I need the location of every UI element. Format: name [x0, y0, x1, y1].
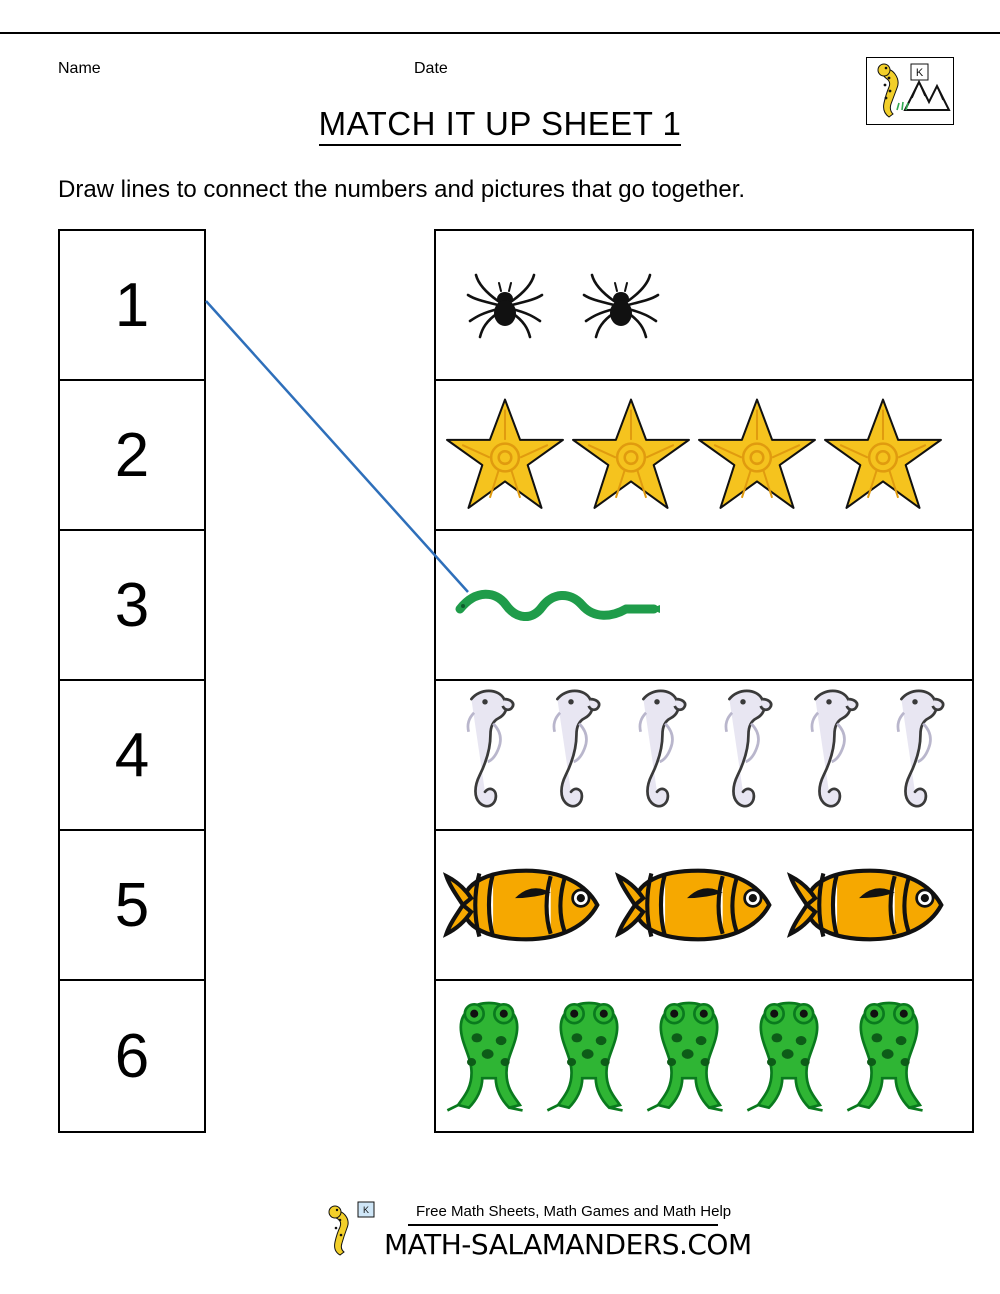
footer-tagline: Free Math Sheets, Math Games and Math Help — [416, 1203, 732, 1220]
clownfish-icon — [786, 857, 954, 953]
number-cell-2[interactable]: 2 — [60, 381, 204, 531]
frog-icon — [642, 992, 736, 1120]
footer-url[interactable]: MATH-SALAMANDERS.COM — [384, 1228, 752, 1261]
seahorse-icon — [872, 680, 958, 830]
starfish-icon — [820, 392, 946, 518]
number-cell-5[interactable]: 5 — [60, 831, 204, 981]
seahorse-icon — [700, 680, 786, 830]
clownfish-icon — [442, 857, 610, 953]
frog-icon — [442, 992, 536, 1120]
svg-text:K: K — [915, 67, 924, 79]
page-title — [0, 105, 1000, 143]
picture-row-starfish[interactable] — [436, 381, 972, 531]
pictures-column — [434, 229, 974, 1133]
seahorse-icon — [786, 680, 872, 830]
picture-row-clownfish[interactable] — [436, 831, 972, 981]
frog-icon — [842, 992, 936, 1120]
number-cell-3[interactable]: 3 — [60, 531, 204, 681]
starfish-icon — [694, 392, 820, 518]
seahorse-icon — [614, 680, 700, 830]
seahorse-icon — [528, 680, 614, 830]
picture-row-spiders[interactable] — [436, 231, 972, 381]
frog-icon — [542, 992, 636, 1120]
starfish-icon — [568, 392, 694, 518]
seahorse-icon — [442, 680, 528, 830]
picture-row-frogs[interactable] — [436, 981, 972, 1131]
spider-icon — [460, 265, 550, 345]
snake-icon — [454, 579, 664, 631]
numbers-column — [58, 229, 206, 1133]
svg-text:K: K — [362, 1205, 370, 1215]
frog-icon — [742, 992, 836, 1120]
number-cell-1[interactable]: 1 — [60, 231, 204, 381]
picture-row-snake[interactable] — [436, 531, 972, 681]
page-title-text: MATCH IT UP SHEET 1 — [319, 105, 682, 146]
footer-salamander-icon — [320, 1198, 392, 1262]
clownfish-icon — [614, 857, 782, 953]
date-label: Date — [414, 60, 448, 77]
name-label: Name — [58, 60, 101, 77]
number-cell-6[interactable]: 6 — [114, 1021, 150, 1091]
number-cell-4[interactable]: 4 — [60, 681, 204, 831]
starfish-icon — [442, 392, 568, 518]
instructions-text: Draw lines to connect the numbers and pictures that go together. — [58, 176, 746, 203]
footer-divider — [408, 1224, 718, 1226]
header-divider — [0, 32, 1000, 34]
picture-row-seahorses[interactable] — [436, 681, 972, 831]
spider-icon — [576, 265, 666, 345]
